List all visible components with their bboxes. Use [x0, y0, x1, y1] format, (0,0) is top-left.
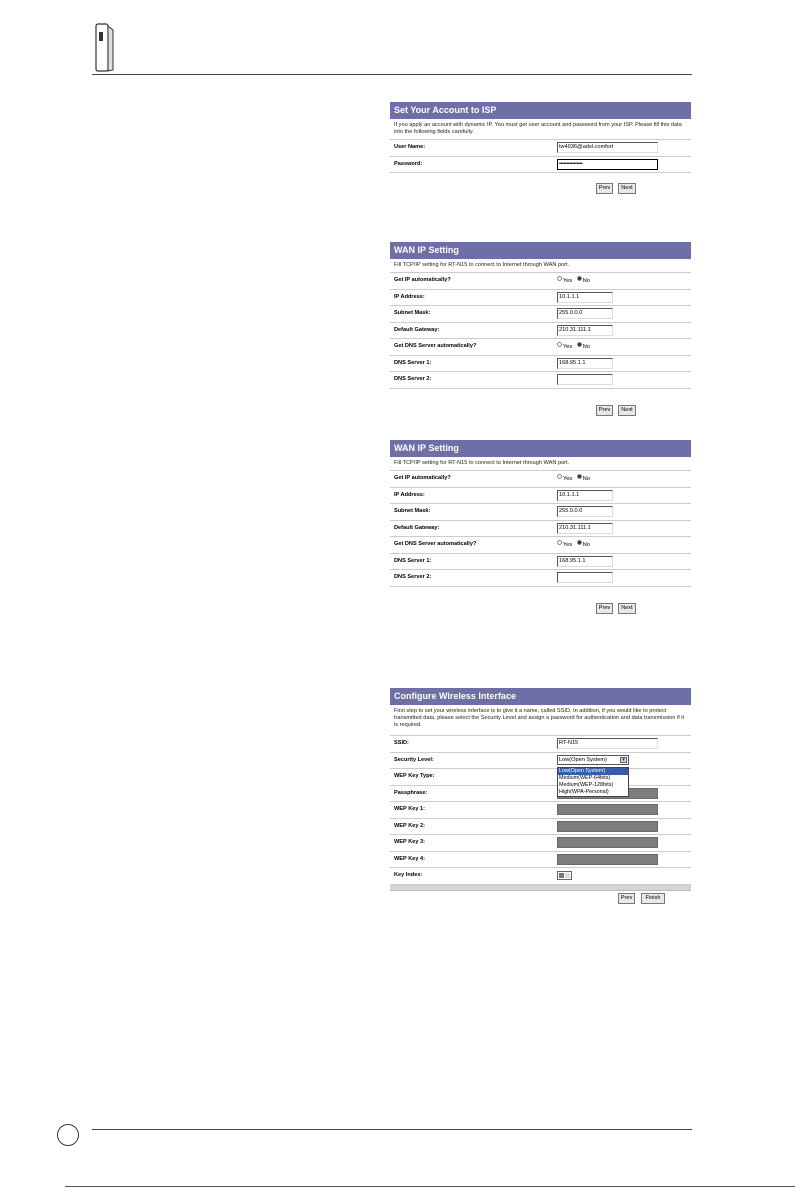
- prev-button[interactable]: Prev: [618, 893, 635, 904]
- wan-ip-panel-2: [390, 440, 691, 626]
- ip-address-input[interactable]: 10.1.1.1: [557, 490, 613, 501]
- ip-address-input[interactable]: 10.1.1.1: [557, 292, 613, 303]
- key-index-select[interactable]: [557, 871, 572, 880]
- security-option-low[interactable]: Low(Open System): [558, 768, 628, 775]
- wep-key1-input[interactable]: [557, 804, 658, 815]
- wan-panel-title: WAN IP Setting: [390, 440, 691, 457]
- yes-radio[interactable]: [557, 276, 562, 281]
- dns1-row: [390, 356, 691, 373]
- get-ip-row: [390, 273, 691, 290]
- prev-button[interactable]: Prev: [596, 405, 613, 416]
- key-index-label: Key Index:: [394, 872, 423, 878]
- gateway-input[interactable]: 210.31.111.1: [557, 523, 613, 534]
- gateway-row: [390, 323, 691, 340]
- dns2-row: [390, 570, 691, 587]
- next-button[interactable]: Next: [618, 183, 636, 194]
- next-button[interactable]: Next: [618, 405, 636, 416]
- wireless-panel: [390, 688, 691, 904]
- get-dns-radio-group: [557, 540, 593, 548]
- footer-rule: [92, 1129, 692, 1130]
- wep-key3-row: [390, 835, 691, 852]
- get-dns-label: Get DNS Server automatically?: [394, 541, 477, 547]
- chevron-down-icon[interactable]: [565, 873, 570, 878]
- security-level-dropdown: [557, 767, 629, 797]
- no-radio[interactable]: [577, 342, 582, 347]
- get-dns-radio-group: [557, 342, 593, 350]
- isp-button-bar: [390, 173, 691, 201]
- wan-panel-description: Fill TCP/IP setting for RT-N15 to connect to Internet through WAN port.: [390, 457, 691, 471]
- header-rule: [92, 74, 692, 75]
- get-dns-row: [390, 537, 691, 554]
- prev-button[interactable]: Prev: [596, 183, 613, 194]
- yes-label: Yes: [563, 344, 573, 350]
- wep-key1-row: [390, 802, 691, 819]
- router-logo-icon: [92, 23, 116, 73]
- dns2-label: DNS Server 2:: [394, 376, 432, 382]
- ip-address-label: IP Address:: [394, 293, 425, 300]
- wan-panel-description: Fill TCP/IP setting for RT-N15 to connect to Internet through WAN port.: [390, 259, 691, 273]
- password-row: [390, 157, 691, 174]
- next-button[interactable]: Next: [618, 603, 636, 614]
- no-radio[interactable]: [577, 540, 582, 545]
- wep-key4-label: WEP Key 4:: [394, 855, 425, 862]
- yes-radio[interactable]: [557, 342, 562, 347]
- ssid-input[interactable]: RT-N15: [557, 738, 658, 749]
- ssid-row: [390, 736, 691, 753]
- subnet-mask-input[interactable]: 255.0.0.0: [557, 506, 613, 517]
- prev-button[interactable]: Prev: [596, 603, 613, 614]
- dns1-label: DNS Server 1:: [394, 557, 432, 564]
- yes-label: Yes: [563, 542, 573, 548]
- wep-key3-label: WEP Key 3:: [394, 839, 425, 845]
- wireless-panel-description: First step to set your wireless interface is to give it a name, called SSID. In addition, if you would like to protect transmitted data, please select the Security Level and assign a password for authentication and data transmission if it is required.: [390, 705, 691, 736]
- wep-key2-row: [390, 819, 691, 836]
- security-level-select[interactable]: [557, 755, 629, 765]
- wep-key4-row: [390, 852, 691, 869]
- username-row: [390, 140, 691, 157]
- get-ip-radio-group: [557, 474, 593, 482]
- username-label: User Name:: [394, 144, 426, 150]
- password-label: Password:: [394, 160, 423, 167]
- yes-label: Yes: [563, 476, 573, 482]
- dns2-input[interactable]: [557, 374, 613, 385]
- no-label: No: [582, 476, 590, 482]
- dns1-input[interactable]: 168.95.1.1: [557, 556, 613, 567]
- subnet-mask-row: [390, 504, 691, 521]
- gateway-label: Default Gateway:: [394, 524, 440, 531]
- subnet-mask-row: [390, 306, 691, 323]
- gateway-input[interactable]: 210.31.111.1: [557, 325, 613, 336]
- key-index-value: [559, 873, 564, 878]
- wep-key2-label: WEP Key 2:: [394, 822, 425, 829]
- ip-address-label: IP Address:: [394, 491, 425, 498]
- no-label: No: [582, 542, 590, 548]
- passphrase-row: [390, 786, 691, 803]
- yes-radio[interactable]: [557, 474, 562, 479]
- wan-ip-panel-1: [390, 242, 691, 426]
- page-number-circle: [57, 1124, 79, 1146]
- wep-key3-input[interactable]: [557, 837, 658, 848]
- ssid-label: SSID:: [394, 740, 409, 746]
- get-ip-row: [390, 471, 691, 488]
- password-input[interactable]: ••••••••••••••••: [557, 159, 658, 170]
- get-ip-radio-group: [557, 276, 593, 284]
- dns2-label: DNS Server 2:: [394, 574, 432, 580]
- key-index-row: [390, 868, 691, 885]
- security-level-label: Security Level:: [394, 756, 434, 763]
- wireless-button-bar: [390, 891, 691, 905]
- dns2-input[interactable]: [557, 572, 613, 583]
- ip-address-row: [390, 488, 691, 505]
- no-label: No: [582, 344, 590, 350]
- wep-key-type-row: [390, 769, 691, 786]
- get-dns-label: Get DNS Server automatically?: [394, 343, 477, 349]
- no-radio[interactable]: [577, 474, 582, 479]
- wireless-panel-title: Configure Wireless Interface: [390, 688, 691, 705]
- wep-key4-input[interactable]: [557, 854, 658, 865]
- wep-key2-input[interactable]: [557, 821, 658, 832]
- gateway-row: [390, 521, 691, 538]
- yes-label: Yes: [563, 278, 573, 284]
- wan-panel-title: WAN IP Setting: [390, 242, 691, 259]
- dns2-row: [390, 372, 691, 389]
- no-radio[interactable]: [577, 276, 582, 281]
- security-option-medium-64[interactable]: Medium(WEP-64bits): [559, 774, 611, 781]
- dns1-input[interactable]: 168.95.1.1: [557, 358, 613, 369]
- wep-key-type-label: WEP Key Type:: [394, 773, 435, 779]
- security-level-value: Low(Open System): [559, 756, 607, 763]
- finish-button[interactable]: Finish: [641, 893, 665, 904]
- dns1-label: DNS Server 1:: [394, 359, 432, 366]
- get-ip-label: Get IP automatically?: [394, 475, 451, 481]
- dns1-row: [390, 554, 691, 571]
- username-input[interactable]: tw4036@adsl.comfort: [557, 142, 658, 153]
- subnet-mask-input[interactable]: 255.0.0.0: [557, 308, 613, 319]
- get-dns-row: [390, 339, 691, 356]
- isp-panel-title: Set Your Account to ISP: [390, 102, 691, 119]
- wan-button-bar: [390, 389, 691, 427]
- chevron-down-icon[interactable]: ▾: [620, 757, 627, 763]
- security-option-high[interactable]: High(WPA-Personal): [559, 788, 609, 795]
- isp-account-panel: [390, 102, 691, 212]
- wep-key1-label: WEP Key 1:: [394, 806, 425, 812]
- page-edge-line: [65, 1186, 795, 1187]
- subnet-mask-label: Subnet Mask:: [394, 310, 431, 316]
- isp-panel-description: If you apply an account with dynamic IP. You must get user account and password from your ISP. Please fill this data into the following fields carefully.: [390, 119, 691, 140]
- security-option-medium-128[interactable]: Medium(WEP-128bits): [559, 781, 614, 788]
- yes-radio[interactable]: [557, 540, 562, 545]
- wan-button-bar: [390, 587, 691, 627]
- get-ip-label: Get IP automatically?: [394, 277, 451, 283]
- ip-address-row: [390, 290, 691, 307]
- subnet-mask-label: Subnet Mask:: [394, 508, 431, 514]
- passphrase-label: Passphrase:: [394, 789, 428, 796]
- no-label: No: [582, 278, 590, 284]
- gateway-label: Default Gateway:: [394, 326, 440, 333]
